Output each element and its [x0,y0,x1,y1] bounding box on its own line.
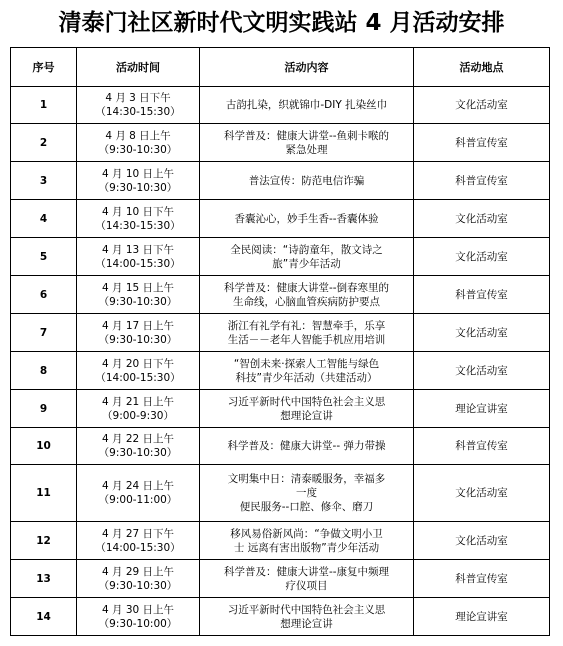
row-time [77,352,200,390]
row-time-range: （14:00-15:30） [95,371,181,384]
row-content-line: 全民阅读：“诗韵童年，散文诗之 [230,243,383,256]
row-date: 4 月 10 日下午 [101,205,175,218]
row-content [200,352,414,390]
row-time-range: （9:30-10:30） [98,295,178,308]
row-content [200,238,414,276]
row-number: 4 [11,200,77,238]
row-content-line: 便民服务--口腔、修伞、磨刀 [239,501,374,513]
table-row [11,162,550,200]
row-number: 8 [11,352,77,390]
row-location: 理论宣讲室 [414,390,550,428]
row-location: 文化活动室 [414,87,550,124]
row-content-line: 科学普及：健康大讲堂--康复中频理 [223,565,390,578]
row-content-line: 文明集中日：清泰暖服务，幸福多 [227,473,386,485]
row-location: 科普宣传室 [414,428,550,465]
row-date: 4 月 13 日下午 [101,243,175,256]
row-time-range: （14:30-15:30） [95,106,181,118]
row-content-line: 科学普及：健康大讲堂-- 弹力带操 [227,440,386,452]
row-time [77,314,200,352]
row-content [200,276,414,314]
row-content [200,87,414,124]
row-time [77,87,200,124]
row-number: 1 [11,87,77,124]
table-row [11,522,550,560]
row-content [200,522,414,560]
row-content [200,162,414,200]
row-location: 科普宣传室 [414,560,550,598]
table-row [11,200,550,238]
table-row [11,428,550,465]
row-time-range: （9:00-11:00） [98,494,178,506]
row-date: 4 月 15 日上午 [101,281,175,294]
row-content [200,314,414,352]
row-content [200,560,414,598]
row-number: 13 [11,560,77,598]
row-content [200,428,414,465]
row-content-line: 士 远离有害出版物”青少年活动 [233,541,380,554]
row-content-line: 普法宣传：防范电信诈骗 [248,174,365,187]
row-time [77,390,200,428]
row-content-line: 想理论宣讲 [280,617,333,630]
row-content-line: 科学普及：健康大讲堂--倒春寒里的 [223,281,390,294]
row-date: 4 月 21 日上午 [101,395,175,408]
header-no: 序号 [11,48,77,87]
table-row [11,238,550,276]
row-content-line: 疗仪项目 [285,579,328,592]
row-content-line: 移风易俗新风尚：“争做文明小卫 [230,527,383,540]
row-content-line: 生命线，心脑血管疾病防护要点 [233,295,380,308]
table-row [11,276,550,314]
row-location: 文化活动室 [414,465,550,522]
row-date: 4 月 17 日上午 [101,319,175,332]
row-location: 文化活动室 [414,522,550,560]
header-time: 活动时间 [77,48,200,87]
row-time-range: （9:30-10:00） [98,617,178,630]
row-content [200,390,414,428]
row-time-range: （9:30-10:30） [98,447,178,459]
row-time-range: （9:30-10:30） [98,333,178,346]
row-content-line: 科学普及：健康大讲堂--鱼刺卡喉的 [223,129,390,142]
row-date: 4 月 8 日上午 [105,129,171,142]
row-content [200,200,414,238]
row-content-line: 旅”青少年活动 [272,257,341,270]
row-content-line: 想理论宣讲 [280,409,333,422]
row-content-line: 紧急处理 [285,143,328,156]
row-time [77,276,200,314]
row-number: 7 [11,314,77,352]
row-time-range: （9:30-10:30） [98,181,178,194]
row-number: 3 [11,162,77,200]
row-time [77,428,200,465]
row-time [77,560,200,598]
row-location: 文化活动室 [414,200,550,238]
row-location: 科普宣传室 [414,276,550,314]
row-number: 5 [11,238,77,276]
row-time-range: （14:00-15:30） [95,257,181,270]
header-content: 活动内容 [200,48,414,87]
table-row [11,124,550,162]
row-content-line: 一度 [296,487,317,499]
row-time [77,238,200,276]
table-row [11,598,550,636]
page-title: 清泰门社区新时代文明实践站 4 月活动安排 [58,10,505,36]
row-date: 4 月 24 日上午 [101,480,175,492]
row-content [200,465,414,522]
row-time-range: （9:30-10:30） [98,579,178,592]
row-date: 4 月 27 日下午 [101,527,175,540]
table-row [11,87,550,124]
table-row [11,314,550,352]
row-number: 14 [11,598,77,636]
row-time-range: （14:30-15:30） [95,219,181,232]
table-body [11,87,550,636]
row-content-line: 浙江有礼学有礼：智慧牵手，乐享 [227,319,386,332]
row-content-line: 习近平新时代中国特色社会主义思 [227,603,386,616]
row-time-range: （9:30-10:30） [98,143,178,156]
row-content-line: 生活－－老年人智能手机应用培训 [227,333,386,346]
activity-schedule-table [10,47,550,636]
row-time-range: （14:00-15:30） [95,541,181,554]
row-number: 9 [11,390,77,428]
row-location: 科普宣传室 [414,124,550,162]
row-location: 理论宣讲室 [414,598,550,636]
row-date: 4 月 22 日上午 [101,433,175,445]
table-row [11,560,550,598]
row-number: 10 [11,428,77,465]
header-location: 活动地点 [414,48,550,87]
row-content-line: “智创未来·探索人工智能与绿色 [233,357,380,370]
row-content [200,598,414,636]
row-time [77,124,200,162]
row-content [200,124,414,162]
table-header-row [11,48,550,87]
row-content-line: 古韵扎染，织就锦巾-DIY 扎染丝巾 [225,99,388,111]
row-date: 4 月 3 日下午 [105,92,171,104]
row-number: 11 [11,465,77,522]
row-date: 4 月 29 日上午 [101,565,175,578]
row-number: 6 [11,276,77,314]
row-number: 12 [11,522,77,560]
row-location: 文化活动室 [414,314,550,352]
row-time-range: （9:00-9:30） [102,409,174,422]
row-date: 4 月 30 日上午 [101,603,175,616]
row-date: 4 月 20 日下午 [101,357,175,370]
row-location: 科普宣传室 [414,162,550,200]
row-location: 文化活动室 [414,238,550,276]
row-location: 文化活动室 [414,352,550,390]
row-content-line: 香囊沁心，妙手生香--香囊体验 [234,212,379,225]
row-time [77,200,200,238]
row-time [77,522,200,560]
row-time [77,465,200,522]
row-time [77,598,200,636]
table-row [11,465,550,522]
row-number: 2 [11,124,77,162]
row-content-line: 习近平新时代中国特色社会主义思 [227,395,386,408]
row-time [77,162,200,200]
table-row [11,390,550,428]
row-content-line: 科技”青少年活动（共建活动） [235,371,378,384]
table-row [11,352,550,390]
row-date: 4 月 10 日上午 [101,167,175,180]
